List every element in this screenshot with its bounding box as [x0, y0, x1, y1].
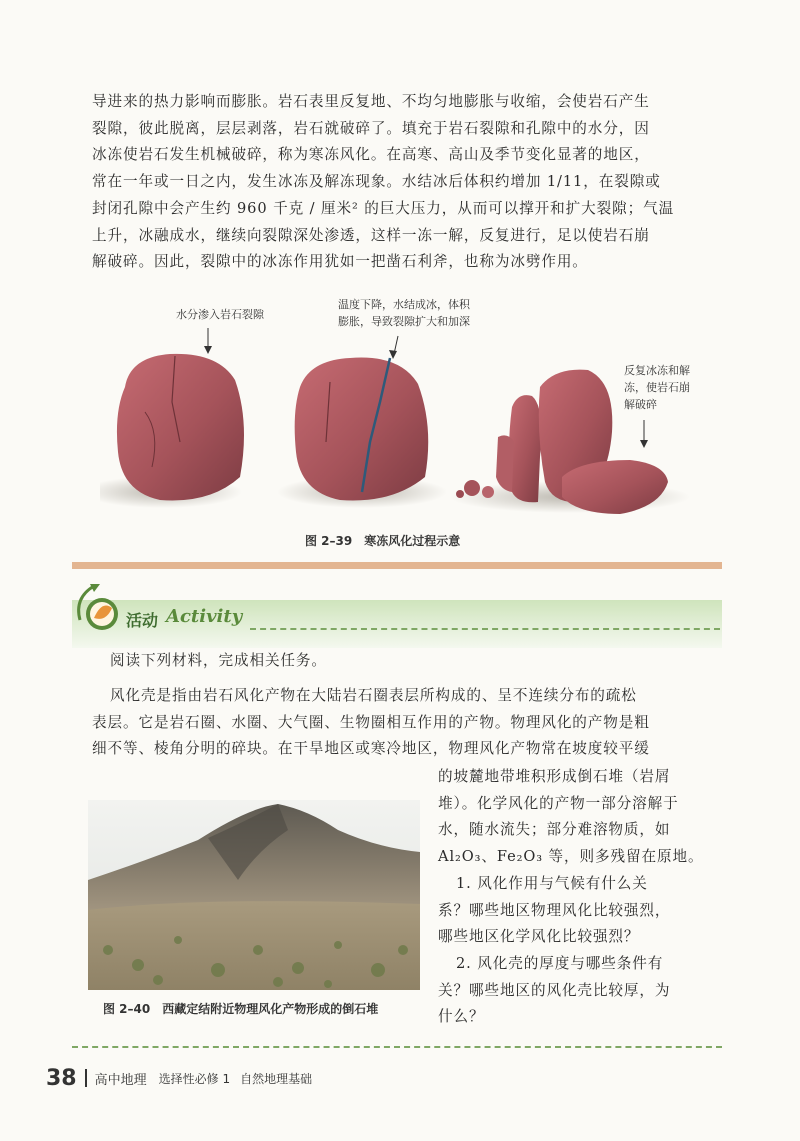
activity-body-side [438, 764, 718, 871]
question-1 [438, 871, 718, 951]
book-name: 高中地理 [94, 1072, 147, 1088]
intro-paragraph [92, 89, 714, 276]
caption-number: 图 2–40 [103, 1002, 151, 1016]
book-volume: 选择性必修 1 [158, 1071, 231, 1086]
talus-photo [88, 800, 420, 990]
text-line: 导进来的热力影响而膨胀。岩石表里反复地、不均匀地膨胀与收缩，会使岩石产生 [92, 93, 650, 110]
text-line: 哪些地区化学风化比较强烈？ [438, 928, 640, 946]
figure-frost-weathering [100, 292, 700, 560]
text-line: Al₂O₃、Fe₂O₃ 等，则多残留在原地。 [438, 848, 704, 866]
text-line: 上升，冰融成水，继续向裂隙深处渗透，这样一冻一解，反复进行，足以使岩石崩 [92, 226, 650, 244]
text-line: 堆）。化学风化的产物一部分溶解于 [438, 794, 679, 812]
section-divider [72, 562, 722, 569]
activity-dashed-line [250, 628, 720, 630]
activity-end-dashed-line [72, 1046, 722, 1048]
callout-line: 反复冰冻和解 [624, 364, 690, 377]
text-line: 系？哪些地区物理风化比较强烈， [438, 901, 671, 919]
rock-cracked [295, 358, 429, 501]
rock-pebble [464, 480, 480, 496]
callout-line: 冻，使岩石崩 [624, 381, 690, 394]
rock-fragment [496, 435, 514, 492]
callout-arrow-head [389, 350, 397, 359]
callout-arrow-head [640, 440, 648, 448]
rock-pebble [456, 490, 464, 498]
text-line: 1. 风化作用与气候有什么关 [456, 875, 648, 892]
text-line: 冰冻使岩石发生机械破碎，称为寒冻风化。在高寒、高山及季节变化显著的地区， [92, 146, 650, 164]
text-line: 封闭孔隙中会产生约 960 千克 / 厘米² 的巨大压力，从而可以撑开和扩大裂隙；气温 [92, 199, 675, 217]
page-number: 38 [46, 1065, 77, 1091]
text-line: 解破碎。因此，裂隙中的冰冻作用犹如一把凿石利斧，也称为冰劈作用。 [92, 253, 588, 271]
rock-intact [117, 354, 244, 501]
text-line: 2. 风化壳的厚度与哪些条件有 [456, 955, 664, 972]
caption-text: 寒冻风化过程示意 [364, 534, 461, 548]
figure-caption [103, 1000, 378, 1017]
callout-repeated-freeze [624, 362, 690, 413]
callout-arrow-head [204, 346, 212, 354]
callout-line: 温度下降，水结成冰，体积 [338, 298, 470, 311]
text-line: 细不等、棱角分明的碎块。在干旱地区或寒冷地区，物理风化产物常在坡度较平缓 [92, 740, 650, 758]
book-topic: 自然地理基础 [240, 1071, 313, 1086]
activity-title-en: Activity [166, 606, 243, 627]
caption-text: 西藏定结附近物理风化产物形成的倒石堆 [162, 1002, 379, 1016]
caption-number: 图 2–39 [305, 534, 353, 548]
text-line: 什么？ [438, 1008, 485, 1026]
rock-fragment [509, 395, 541, 502]
page-footer [46, 1063, 312, 1093]
callout-line: 膨胀，导致裂隙扩大和加深 [338, 315, 470, 328]
callout-ice-expands [338, 296, 470, 330]
callout-line: 解破碎 [624, 398, 657, 411]
activity-title: 活动 [126, 611, 159, 630]
text-line: 裂隙，彼此脱离，层层剥落，岩石就破碎了。填充于岩石裂隙和孔隙中的水分，因 [92, 119, 650, 137]
figure-caption [305, 532, 460, 549]
text-line: 的坡麓地带堆积形成倒石堆（岩屑 [438, 768, 671, 785]
question-2 [438, 951, 718, 1031]
footer-separator [85, 1069, 87, 1087]
activity-body [92, 683, 714, 763]
callout-water-seeps: 水分渗入岩石裂隙 [176, 308, 264, 321]
text-line: 关？哪些地区的风化壳比较厚，为 [438, 981, 671, 999]
activity-instruction: 阅读下列材料，完成相关任务。 [110, 652, 327, 669]
text-line: 风化壳是指由岩石风化产物在大陆岩石圈表层所构成的、呈不连续分布的疏松 [110, 687, 637, 704]
text-line: 表层。它是岩石圈、水圈、大气圈、生物圈相互作用的产物。物理风化的产物是粗 [92, 713, 650, 731]
rock-pebble [482, 486, 494, 498]
text-line: 常在一年或一日之内，发生冰冻及解冻现象。水结冰后体积约增加 1/11，在裂隙或 [92, 173, 661, 191]
text-line: 水，随水流失；部分难溶物质，如 [438, 821, 671, 839]
